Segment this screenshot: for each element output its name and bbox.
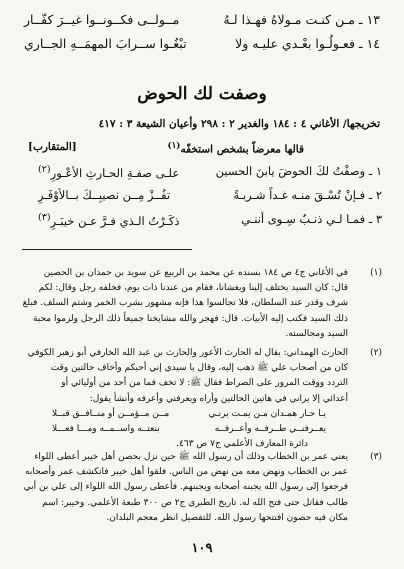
footnote-number: (٢) — [370, 348, 382, 358]
verse-hemistich-left — [38, 212, 179, 228]
footnote-line: التردد ووقت المرور على الصراط فقال ﷺ: لا تخف فما من أحد من أوليائي أو — [61, 378, 348, 389]
footnote-number: (٣) — [370, 452, 382, 462]
footnote-body — [22, 346, 348, 452]
verse-hemistich-right: يـا حـار همـدان مـن يمـت يرنـي — [208, 408, 326, 419]
footnote-separator — [22, 249, 192, 250]
verse-line-13 — [24, 12, 380, 27]
footnote-line: قال: كان السيد يختلف إلينا ويغشانا، فقام من عندنا ذات يوم، فخلفه رجل وقال: لكم — [38, 283, 348, 294]
verse-hemistich-left: مــولــى فكــونــوا غيــرَ كفّــار — [24, 12, 180, 27]
verse-hemistich-left: تفُــزْ مِــن نصيبِــكَ بــالأوْفَـرِ — [38, 188, 171, 202]
hemistich-text: ذكَـرْتُ الـذي فـرَّ عـن خيبَـرِ — [50, 213, 180, 228]
footnote-3 — [22, 450, 382, 526]
footnote-line: ذلك السيد فكتب إليه الأبيات. قال: فهجر والله مشايخنا جميعاً ذلك الرجل ولزموا محبة — [32, 313, 348, 324]
footnote-body — [22, 450, 348, 526]
poem-verse-3 — [38, 212, 382, 228]
hemistich-text: علـى صفـةِ الحـارثِ الأعْـورِ — [50, 165, 180, 180]
footnote-line: طالب فقاتل حتى فتح الله له. تاريخ الطبري ج٢ ص ٣٠٠ طبعة الأعلمي. وخيبر: اسم — [42, 497, 348, 508]
verse-hemistich-right: ٣ ـ فمـا لـي ذنـبٌ سِـوى أننـي — [241, 212, 382, 226]
footnote-reference: دائرة المعارف الأعلمي ج٧ ص ٤٦٣. — [176, 439, 308, 450]
sources-line: تخريجها/ الأغاني ٤ : ١٨٤ والغدير ٢ : ٢٩٨ وأعيان الشيعة ٣ : ٤١٧ — [98, 118, 380, 130]
verse-hemistich-right: ١٤ ـ فعـولُـوا بعْـدي عليـه ولا — [235, 36, 380, 51]
footnote-2 — [22, 346, 382, 452]
footnote-body — [22, 266, 348, 342]
verse-hemistich-right: ٢ ـ فـإنْ تُسْـقَ منـه غـداً شـربـةً — [233, 188, 382, 202]
footnote-line: في الأغاني ج٤ ص ١٨٤ بسنده عن محمد بن الربيع عن سويد بن حمدان بن الحصين — [43, 268, 348, 278]
page-number: ١٠٩ — [191, 541, 213, 556]
verse-line-14 — [24, 36, 380, 51]
footnote-line: السيد ومجالسته. — [285, 328, 348, 339]
footnote-mark: (١) — [167, 141, 181, 151]
verse-hemistich-left: مــن مــؤمــن أو منــافــق قبــلا — [52, 408, 170, 419]
footnote-mark: (٢) — [38, 164, 51, 175]
verse-hemistich-left: تبْغُـوا ســرابَ المهمَــهِ الجــاري — [24, 36, 187, 51]
footnote-line: يعني عمر بن الخطاب وذلك أن رسول الله ﷺ حين نزل بحصن أهل خيبر أعطى اللواء — [34, 452, 348, 462]
verse-hemistich-right: يعــرفنــي طــرفــه وأعــرفــه — [214, 424, 326, 435]
poem-verse-1 — [38, 164, 382, 180]
footnote-line: فرجعوا إلى رسول الله يجبنه أصحابه ويجبنهم. فأعطى رسول الله اللواء إلى علي بن أبي — [23, 482, 348, 493]
footnote-verse — [52, 422, 326, 437]
verse-hemistich-right: ١ ـ وصفْتُ لكَ الحوضَ يابنَ الحسين — [215, 164, 382, 178]
poem-title: وصفت لك الحوض — [137, 84, 267, 104]
verse-hemistich-left — [38, 164, 179, 180]
footnote-line: مكان فيه حصون افتتحها رسول الله. للتفصيل انظر معجم البلدان. — [106, 512, 348, 523]
verse-hemistich-right: ١٣ ـ مـن كنـت مـولاهُ فهـذا لـهُ — [223, 12, 380, 27]
footnote-number: (١) — [370, 268, 382, 278]
footnote-line: أعدائي إلا يراني في هاتين الحالتين وأراه ويعرفني وأعرفه وأنشأ يقول: — [89, 393, 348, 404]
verse-hemistich-left: بنعتــه واســمــه ومـــا فعـــلا — [52, 424, 160, 435]
footnote-line: كان من أصحاب علي ﷺ ذهب إليه، وقال يا سيدي إني أحبكم وأخاف حالتين وقت — [50, 363, 348, 374]
subheading-text: قالها معرضاً بشخص استخفّه — [180, 143, 304, 156]
footnote-line: عمر بن الخطاب ونهض معه من نهض من الناس. فلقوا أهل خيبر فانكشف عمر وأصحابه — [25, 467, 348, 478]
poem-meter: [المتقارب] — [28, 141, 77, 153]
footnote-line: شرف وقدر عند السلطان، فلا تجالسوا هذا فإنه مشهور بشرب الخمر وشتم السلف. فبلغ — [22, 298, 348, 309]
footnote-line: الحارث الهمداني: يقال له الحارث الأعور والحارث بن عبد الله الخارفي أبو زهير الكوفي — [27, 348, 348, 358]
footnote-mark: (٣) — [38, 212, 51, 223]
footnote-1 — [22, 266, 382, 342]
poem-subheading — [167, 141, 304, 156]
poem-verse-2 — [38, 188, 382, 202]
footnote-verse — [52, 407, 326, 422]
